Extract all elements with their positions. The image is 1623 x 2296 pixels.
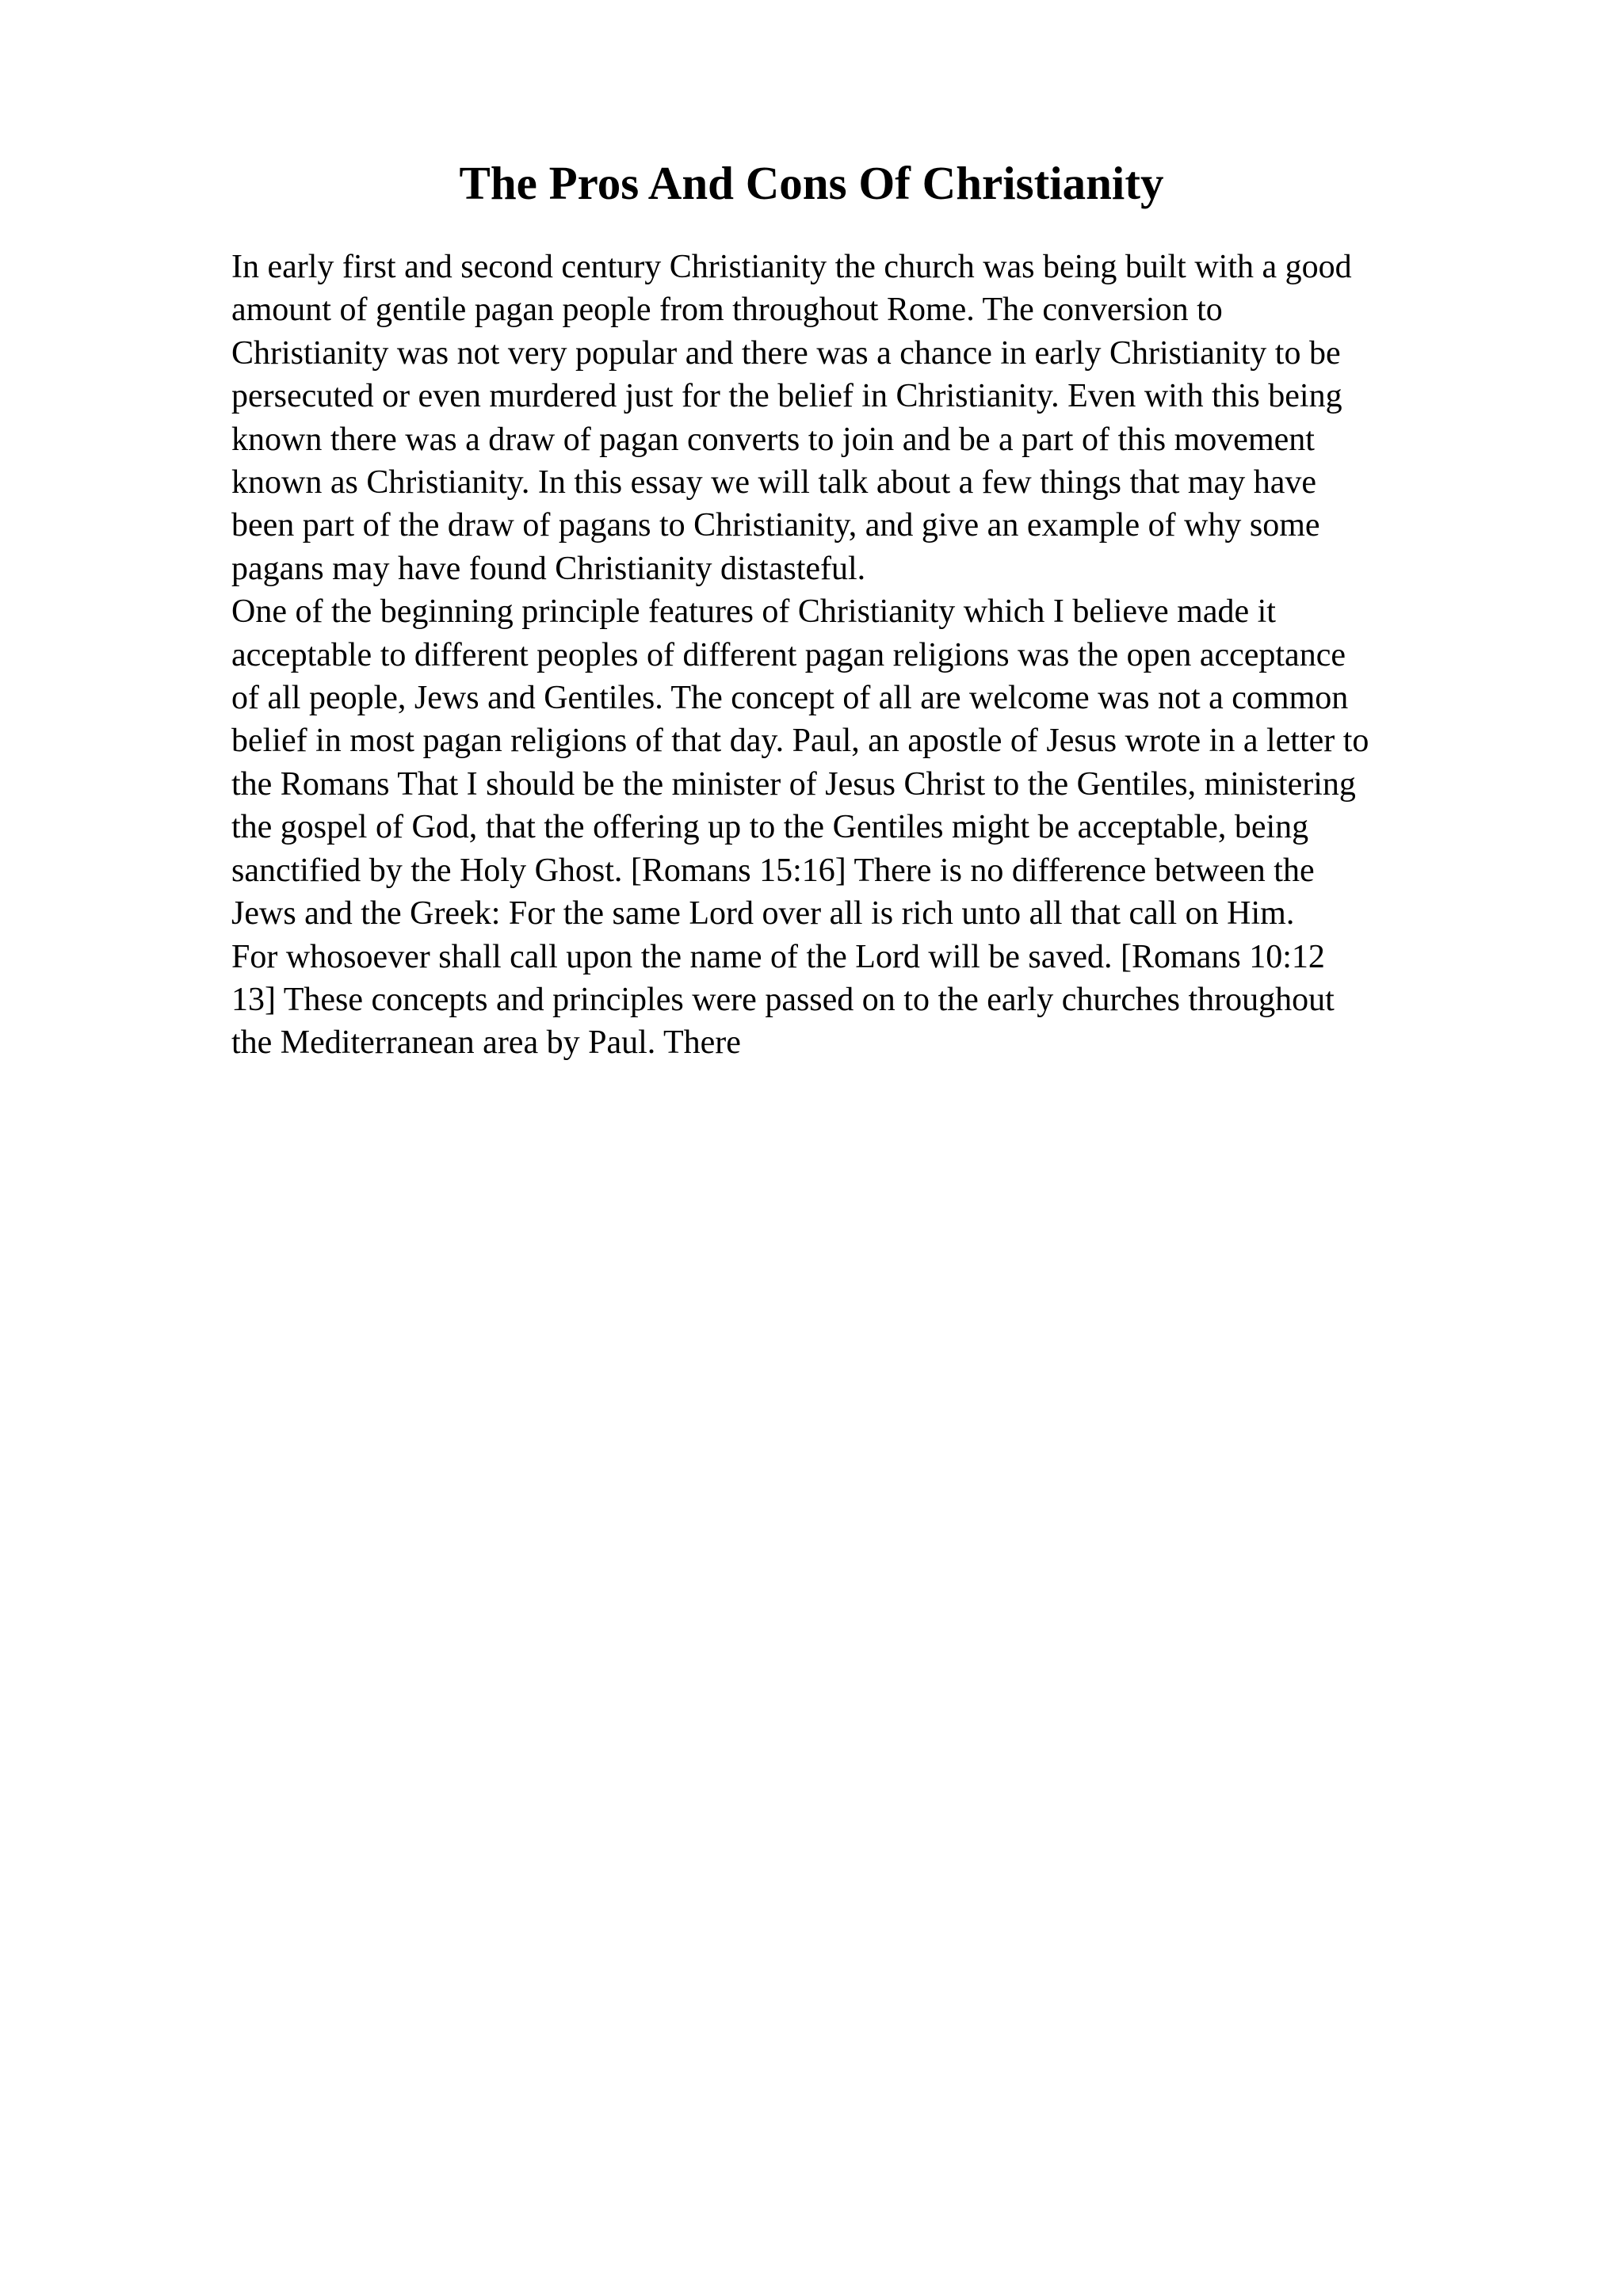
body-line: the Mediterranean area by Paul. There [231,1024,741,1062]
body-line: belief in most pagan religions of that day. Paul, an apostle of Jesus wrote in a letter to [231,723,1369,760]
document-title: The Pros And Cons Of Christianity [459,157,1164,209]
body-line: pagans may have found Christianity distasteful. [231,550,866,587]
body-line: One of the beginning principle features of Christianity which I believe made it [231,593,1276,631]
body-line: For whosoever shall call upon the name of the Lord will be saved. [Romans 10:12 [231,938,1325,975]
body-line: been part of the draw of pagans to Christianity, and give an example of why some [231,507,1320,544]
body-line: In early first and second century Christianity the church was being built with a good [231,249,1352,285]
body-line: the Romans That I should be the minister of Jesus Christ to the Gentiles, ministering [231,765,1356,803]
body-line: the gospel of God, that the offering up to the Gentiles might be acceptable, being [231,809,1309,846]
body-line: Jews and the Greek: For the same Lord over all is rich unto all that call on Him. [231,895,1295,933]
body-line: acceptable to different peoples of different pagan religions was the open acceptance [231,636,1346,673]
document-body [231,246,1515,1065]
body-line: known there was a draw of pagan converts to join and be a part of this movement [231,421,1315,458]
body-line: persecuted or even murdered just for the belief in Christianity. Even with this being [231,378,1342,415]
body-line: 13] These concepts and principles were passed on to the early churches throughout [231,981,1335,1018]
body-line: known as Christianity. In this essay we will talk about a few things that may have [231,464,1317,502]
body-line: of all people, Jews and Gentiles. The concept of all are welcome was not a common [231,680,1349,717]
body-line: sanctified by the Holy Ghost. [Romans 15:16] There is no difference between the [231,852,1315,889]
body-line: Christianity was not very popular and there was a chance in early Christianity to be [231,334,1341,372]
body-line: amount of gentile pagan people from throughout Rome. The conversion to [231,292,1223,329]
